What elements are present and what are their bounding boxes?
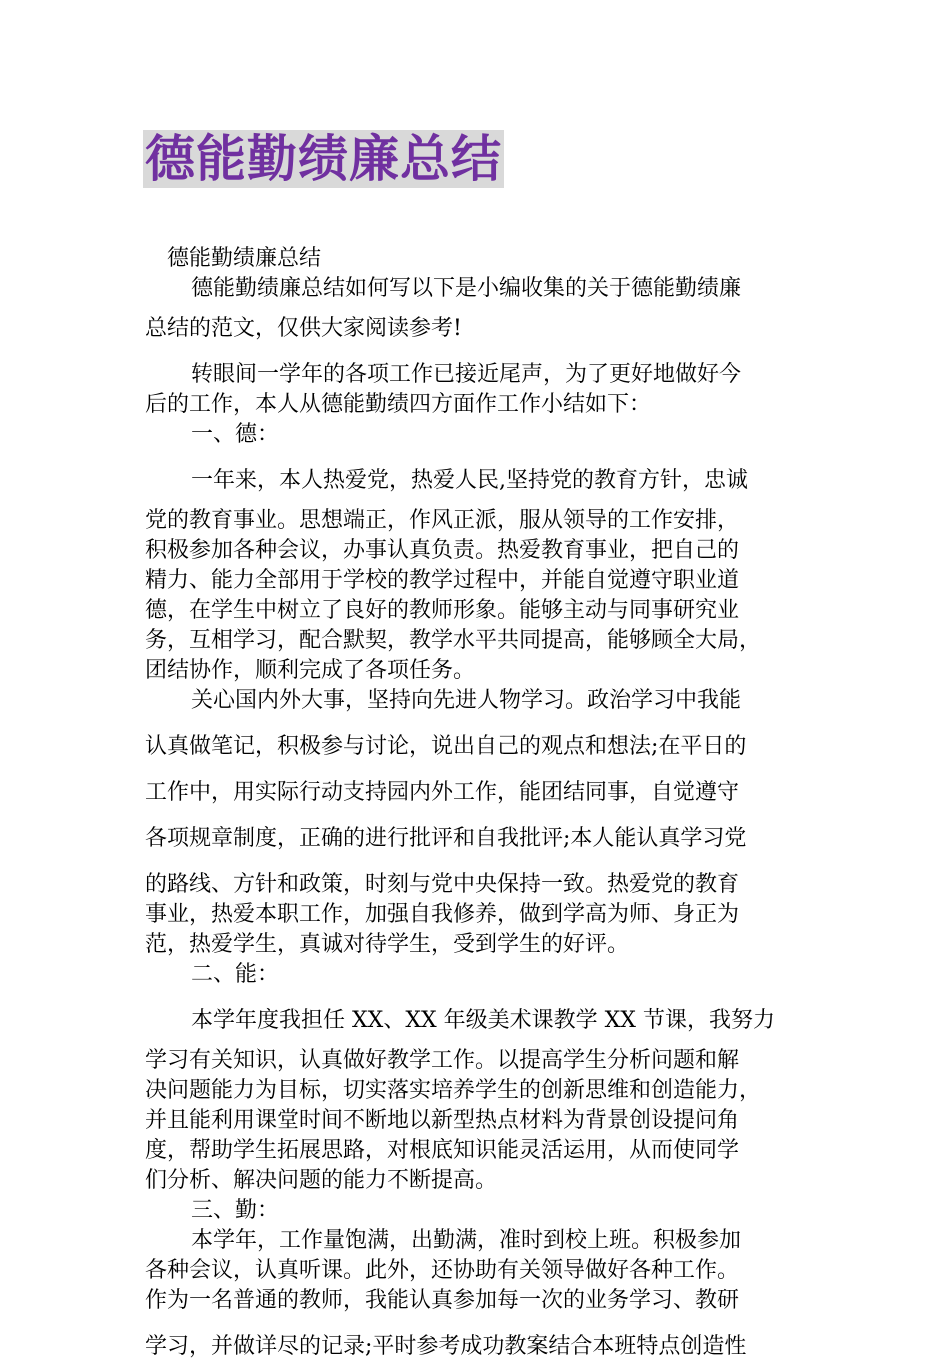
paragraph-line: 各种会议，认真听课。此外，还协助有关领导做好各种工作。	[145, 1258, 740, 1283]
paragraph-line: 精力、能力全部用于学校的教学过程中，并能自觉遵守职业道	[145, 568, 740, 593]
section-heading-qin: 三、勤：	[191, 1198, 280, 1223]
paragraph-line: 转眼间一学年的各项工作已接近尾声，为了更好地做好今	[191, 362, 742, 387]
paragraph-line: 团结协作，顺利完成了各项任务。	[145, 658, 476, 683]
paragraph-line: 德，在学生中树立了良好的教师形象。能够主动与同事研究业	[145, 598, 740, 623]
paragraph-line: 德能勤绩廉总结如何写以下是小编收集的关于德能勤绩廉	[191, 276, 742, 301]
paragraph-line: 范，热爱学生，真诚对待学生，受到学生的好评。	[145, 932, 630, 957]
paragraph-line: 们分析、解决问题的能力不断提高。	[145, 1168, 498, 1193]
paragraph-line: 后的工作，本人从德能勤绩四方面作工作小结如下：	[145, 392, 652, 417]
paragraph-line: 作为一名普通的教师，我能认真参加每一次的业务学习、教研	[145, 1288, 740, 1313]
paragraph-line: 的路线、方针和政策，时刻与党中央保持一致。热爱党的教育	[145, 872, 740, 897]
paragraph-line: 一年来，本人热爱党，热爱人民,坚持党的教育方针，忠诚	[191, 468, 748, 493]
paragraph-line: 认真做笔记，积极参与讨论，说出自己的观点和想法;在平日的	[145, 734, 747, 759]
subtitle-line: 德能勤绩廉总结	[167, 246, 322, 271]
paragraph-line: 各项规章制度，正确的进行批评和自我批评;本人能认真学习党	[145, 826, 747, 851]
section-heading-de: 一、德：	[191, 422, 280, 447]
paragraph-line: 事业，热爱本职工作，加强自我修养，做到学高为师、身正为	[145, 902, 740, 927]
paragraph-line: 决问题能力为目标，切实落实培养学生的创新思维和创造能力，	[145, 1078, 762, 1103]
paragraph-line: 工作中，用实际行动支持园内外工作，能团结同事，自觉遵守	[145, 780, 740, 805]
paragraph-line: 总结的范文，仅供大家阅读参考!	[145, 316, 462, 341]
paragraph-line: 学习，并做详尽的记录;平时参考成功教案结合本班特点创造性	[145, 1334, 747, 1359]
document-body	[145, 244, 825, 1362]
paragraph-line: 本学年，工作量饱满，出勤满，准时到校上班。积极参加	[191, 1228, 742, 1253]
paragraph-line: 学习有关知识，认真做好教学工作。以提高学生分析问题和解	[145, 1048, 740, 1073]
document-title: 德能勤绩廉总结	[145, 130, 502, 188]
paragraph-line: 本学年度我担任 XX、XX 年级美术课教学 XX 节课，我努力	[191, 1008, 775, 1033]
paragraph-line: 度，帮助学生拓展思路，对根底知识能灵活运用，从而使同学	[145, 1138, 740, 1163]
section-heading-neng: 二、能：	[191, 962, 280, 987]
paragraph-line: 党的教育事业。思想端正，作风正派，服从领导的工作安排，	[145, 508, 740, 533]
paragraph-line: 并且能利用课堂时间不断地以新型热点材料为背景创设提问角	[145, 1108, 740, 1133]
paragraph-line: 关心国内外大事，坚持向先进人物学习。政治学习中我能	[191, 688, 742, 713]
paragraph-line: 积极参加各种会议，办事认真负责。热爱教育事业，把自己的	[145, 538, 740, 563]
paragraph-line: 务，互相学习，配合默契，教学水平共同提高，能够顾全大局，	[145, 628, 762, 653]
